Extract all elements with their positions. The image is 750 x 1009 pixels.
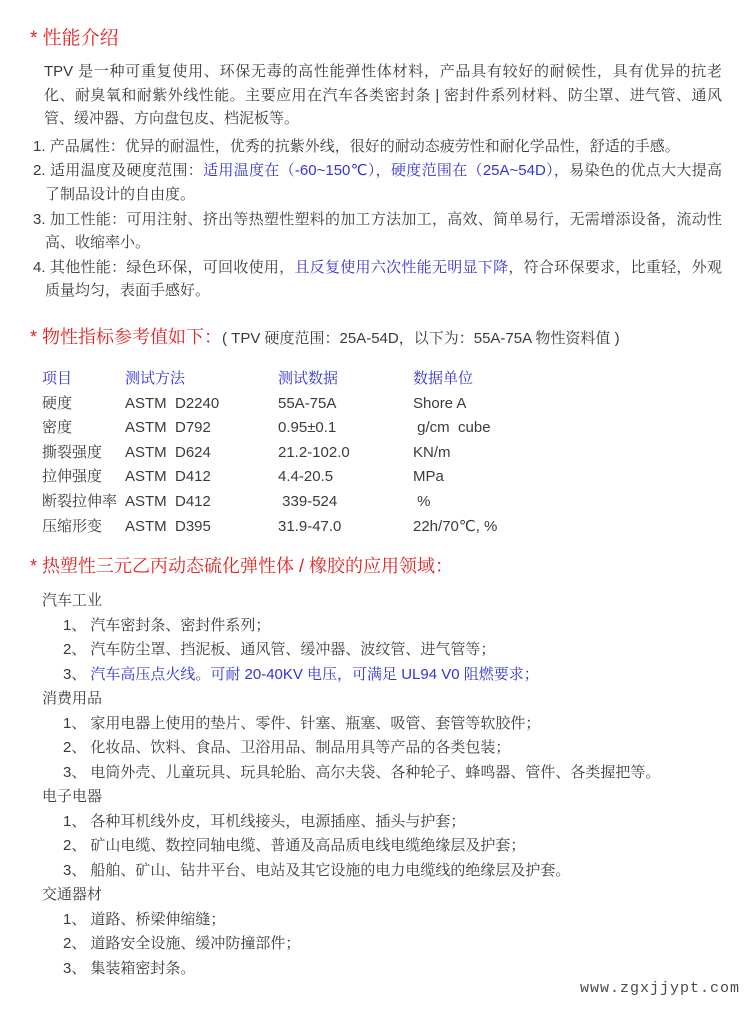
- table-cell: Shore A: [413, 394, 467, 412]
- item-text: 电筒外壳、儿童玩具、玩具轮胎、高尔夫袋、各种轮子、蜂鸣器、管件、各类握把等。: [90, 763, 661, 781]
- table-cell: 硬度: [42, 394, 73, 412]
- item-text-highlight: 汽车高压点火线。可耐 20-40KV 电压，可满足 UL94 V0 阻燃要求；: [90, 665, 539, 683]
- list-item: [63, 932, 722, 957]
- table-cell: 压缩形变: [42, 517, 103, 535]
- list-item: [63, 957, 722, 982]
- item-number: 3、: [63, 861, 87, 879]
- item-number: 4.: [33, 258, 46, 276]
- item-text: 化妆品、饮料、食品、卫浴用品、制品用具等产品的各类包装；: [90, 739, 511, 757]
- section-applications-title: * 热塑性三元乙丙动态硫化弹性体 / 橡胶的应用领域：: [30, 556, 454, 577]
- section-properties-title: * 物性指标参考值如下：: [30, 326, 223, 347]
- item-number: 1.: [33, 137, 46, 155]
- table-header-unit: 数据单位: [413, 369, 474, 387]
- table-cell: 22h/70℃, %: [413, 517, 498, 535]
- list-item: [63, 761, 722, 786]
- table-cell: 31.9-47.0: [278, 517, 342, 535]
- table-cell: ASTM D412: [125, 492, 211, 510]
- table-cell: %: [413, 492, 431, 510]
- table-header-item: 项目: [42, 369, 73, 387]
- performance-item-1: [33, 135, 722, 159]
- item-number: 2、: [63, 935, 87, 953]
- table-cell: MPa: [413, 468, 444, 486]
- item-text: 汽车防尘罩、挡泥板、通风管、缓冲器、波纹管、进气管等；: [90, 641, 496, 659]
- group-label-traffic: 交通器材: [42, 886, 103, 904]
- item-text-highlight: 适用温度在（-60~150℃），硬度范围在（25A~54D），: [203, 162, 570, 180]
- section-properties-header: [30, 324, 722, 351]
- list-item: [63, 614, 722, 639]
- item-text: 适用温度及硬度范围：: [50, 162, 204, 180]
- list-item: [63, 638, 722, 663]
- table-cell: 断裂拉伸率: [42, 492, 118, 510]
- table-cell: 55A-75A: [278, 394, 337, 412]
- table-cell: ASTM D412: [125, 468, 211, 486]
- item-number: 2、: [63, 641, 87, 659]
- item-text: 矿山电缆、数控同轴电缆、普通及高品质电线电缆绝缘层及护套；: [90, 837, 526, 855]
- list-item: [63, 859, 722, 884]
- item-text: ，符合环保要求，比重轻，外观质量均匀，表面手感好。: [45, 258, 722, 300]
- item-text: 其他性能：绿色环保，可回收使用，: [49, 258, 295, 276]
- table-cell: ASTM D2240: [125, 394, 220, 412]
- item-number: 3、: [63, 665, 87, 683]
- group-label-electronics: 电子电器: [42, 788, 103, 806]
- application-groups: [30, 589, 722, 981]
- item-text: 汽车密封条、密封件系列；: [90, 616, 271, 634]
- group-label-automotive: 汽车工业: [42, 592, 103, 610]
- table-cell: 拉伸强度: [42, 468, 103, 486]
- item-number: 1、: [63, 616, 87, 634]
- table-cell: 339-524: [278, 492, 338, 510]
- item-number: 2、: [63, 739, 87, 757]
- section-properties-subtitle: ( TPV 硬度范围：25A-54D，以下为：55A-75A 物性资料值 ): [222, 329, 620, 347]
- item-number: 2.: [33, 162, 46, 180]
- table-cell: ASTM D395: [125, 517, 211, 535]
- section-performance-title: * 性能介绍: [30, 28, 119, 49]
- item-text: 产品属性：优异的耐温性，优秀的抗紫外线，很好的耐动态疲劳性和耐化学品性，舒适的手感。: [49, 137, 680, 155]
- item-number: 1、: [63, 812, 87, 830]
- item-text: 道路安全设施、缓冲防撞部件；: [90, 935, 301, 953]
- table-cell: 撕裂强度: [42, 443, 103, 461]
- site-watermark: www.zgxjjypt.com: [579, 980, 740, 997]
- item-number: 1、: [63, 910, 87, 928]
- item-text-highlight: 且反复使用六次性能无明显下降: [294, 258, 509, 276]
- table-header-data: 测试数据: [278, 369, 339, 387]
- table-header-method: 测试方法: [125, 369, 186, 387]
- performance-intro-paragraph: TPV 是一种可重复使用、环保无毒的高性能弹性体材料，产品具有较好的耐候性，具有优异的抗老化、耐臭氧和耐紫外线性能。主要应用在汽车各类密封条 | 密封件系列材料、防尘罩、进气管、通风管、缓冲器、方向盘包皮、档泥板等。: [44, 63, 722, 128]
- table-cell: g/cm cube: [413, 419, 491, 437]
- table-cell: ASTM D624: [125, 443, 211, 461]
- performance-item-2: [33, 159, 722, 206]
- table-cell: KN/m: [413, 443, 451, 461]
- table-cell: ASTM D792: [125, 419, 211, 437]
- properties-table: [42, 367, 722, 539]
- table-cell: 4.4-20.5: [278, 468, 334, 486]
- item-number: 3.: [33, 210, 46, 228]
- item-text: 各种耳机线外皮，耳机线接头，电源插座、插头与护套；: [90, 812, 466, 830]
- item-text: 集装箱密封条。: [90, 959, 196, 977]
- item-text: 船舶、矿山、钻井平台、电站及其它设施的电力电缆线的绝缘层及护套。: [90, 861, 571, 879]
- item-number: 3、: [63, 763, 87, 781]
- performance-item-4: [33, 256, 722, 303]
- list-item: [63, 736, 722, 761]
- item-number: 1、: [63, 714, 87, 732]
- group-label-consumer: 消费用品: [42, 690, 103, 708]
- list-item: [63, 810, 722, 835]
- item-text: 易染色的优点大大提高了制品设计的自由度。: [45, 162, 722, 203]
- item-number: 3、: [63, 959, 87, 977]
- item-text: 加工性能：可用注射、挤出等热塑性塑料的加工方法加工，高效、简单易行，无需增添设备，流动性高、收缩率小。: [45, 210, 722, 252]
- table-cell: 21.2-102.0: [278, 443, 350, 461]
- item-text: 家用电器上使用的垫片、零件、针塞、瓶塞、吸管、套管等软胶件；: [90, 714, 541, 732]
- item-text: 道路、桥梁伸缩缝；: [90, 910, 226, 928]
- item-number: 2、: [63, 837, 87, 855]
- performance-item-3: [33, 208, 722, 255]
- list-item: [63, 908, 722, 933]
- list-item: [63, 712, 722, 737]
- list-item: [63, 663, 722, 688]
- list-item: [63, 834, 722, 859]
- table-cell: 0.95±0.1: [278, 419, 337, 437]
- table-cell: 密度: [42, 419, 73, 437]
